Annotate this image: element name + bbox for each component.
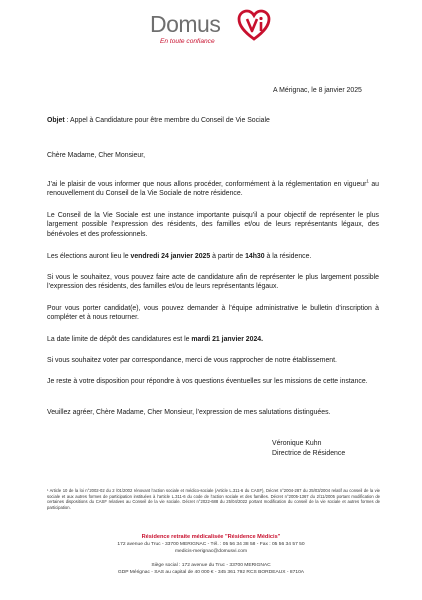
- paragraph-2: Le Conseil de la Vie Sociale est une instance importante puisqu’il a pour objectif de représenter le plus largement possible l’expression des résidents, des familles et/ou de leurs représentants légaux, des bénévoles et des professionnels.: [47, 212, 379, 238]
- paragraph-3-text-a: Les élections auront lieu le: [47, 253, 131, 260]
- logo-wordmark: Domus: [150, 11, 221, 37]
- footer-headquarters: Siège social : 172 avenue du Truc - 33700 MERIGNAC: [151, 563, 271, 568]
- paragraph-7: Si vous souhaitez voter par correspondance, merci de vous rapprocher de notre établissement.: [47, 357, 337, 364]
- footer-email: medicis-merignac@domusvi.com: [174, 549, 248, 554]
- object-line: [47, 116, 379, 125]
- domusvi-logo: [150, 9, 280, 55]
- paragraph-8: Je reste à votre disposition pour répondre à vos questions éventuelles sur les missions de cette instance.: [47, 378, 368, 385]
- footer-company: GDP Mérignac - SAS au capital de 40 000 € - 345 361 792 RCS BORDEAUX - 8710A: [117, 570, 305, 575]
- paragraph-1: [47, 180, 379, 199]
- object-text: : Appel à Candidature pour être membre du Conseil de Vie Sociale: [64, 117, 270, 124]
- logo-tagline: En toute confiance: [160, 38, 215, 45]
- paragraph-9: Veuillez agréer, Chère Madame, Cher Monsieur, l’expression de mes salutations distinguées.: [47, 409, 331, 416]
- signatory-title: Directrice de Résidence: [272, 450, 346, 457]
- paragraph-6-text-a: La date limite de dépôt des candidatures est le: [47, 336, 192, 343]
- paragraph-1-text-b: au renouvellement du Conseil de la Vie Sociale de notre résidence.: [47, 181, 379, 198]
- place-date: A Mérignac, le 8 janvier 2025: [273, 87, 362, 94]
- paragraph-4: Si vous le souhaitez, vous pouvez faire acte de candidature afin de représenter le plus largement possible l’expression des résidents, des familles et/ou de leurs représentants légaux.: [47, 274, 379, 291]
- election-time: 14h30: [245, 253, 265, 260]
- deadline-date: mardi 21 janvier 2024.: [191, 336, 264, 343]
- election-date: vendredi 24 janvier 2025: [130, 253, 211, 260]
- footnote-ref: 1: [366, 178, 369, 184]
- logo-vi-heart-icon: [237, 9, 271, 43]
- footnote: ¹ Article 10 de la loi n°2002-02 du 2 /01/2002 rénovant l’action sociale et médico-sociale (Article L.311-6 du CASF), Décret n°2004-287 du 25/03/2004 relatif au conseil de la vie sociale et aux autres formes de participation instituées à l’article L.311-6 du code de l’action sociale et des familles. Décret n°2005-1367 du 2/11/2005 portant modification de certaines dispositions du CASF relatives au Conseil de la vie sociale. Décret n°2022-688 du 25/04/2022 portant modification du conseil de la vie sociale et autres formes de participation.: [47, 488, 380, 510]
- footer-address: 172 avenue du Truc - 33700 MERIGNAC - Tél. : 05 56 34 38 58 - Fax : 05 56 34 57 50: [117, 542, 305, 547]
- salutation: Chère Madame, Cher Monsieur,: [47, 152, 146, 159]
- object-label: Objet: [47, 117, 65, 124]
- signatory-name: Véronique Kuhn: [272, 440, 322, 447]
- paragraph-5: Pour vous porter candidat(e), vous pouvez demander à l’équipe administrative le bulletin d’inscription à compléter et à nous retourner.: [47, 305, 379, 322]
- paragraph-6: [47, 335, 379, 344]
- footer-residence: Résidence retraite médicalisée "Résidence Médicis": [141, 534, 281, 540]
- paragraph-3-text-c: à la résidence.: [264, 253, 312, 260]
- paragraph-3-text-b: à partir de: [210, 253, 246, 260]
- paragraph-1-text-a: J’ai le plaisir de vous informer que nous allons procéder, conformément à la réglementation en vigueur: [47, 181, 367, 188]
- paragraph-3: [47, 252, 379, 261]
